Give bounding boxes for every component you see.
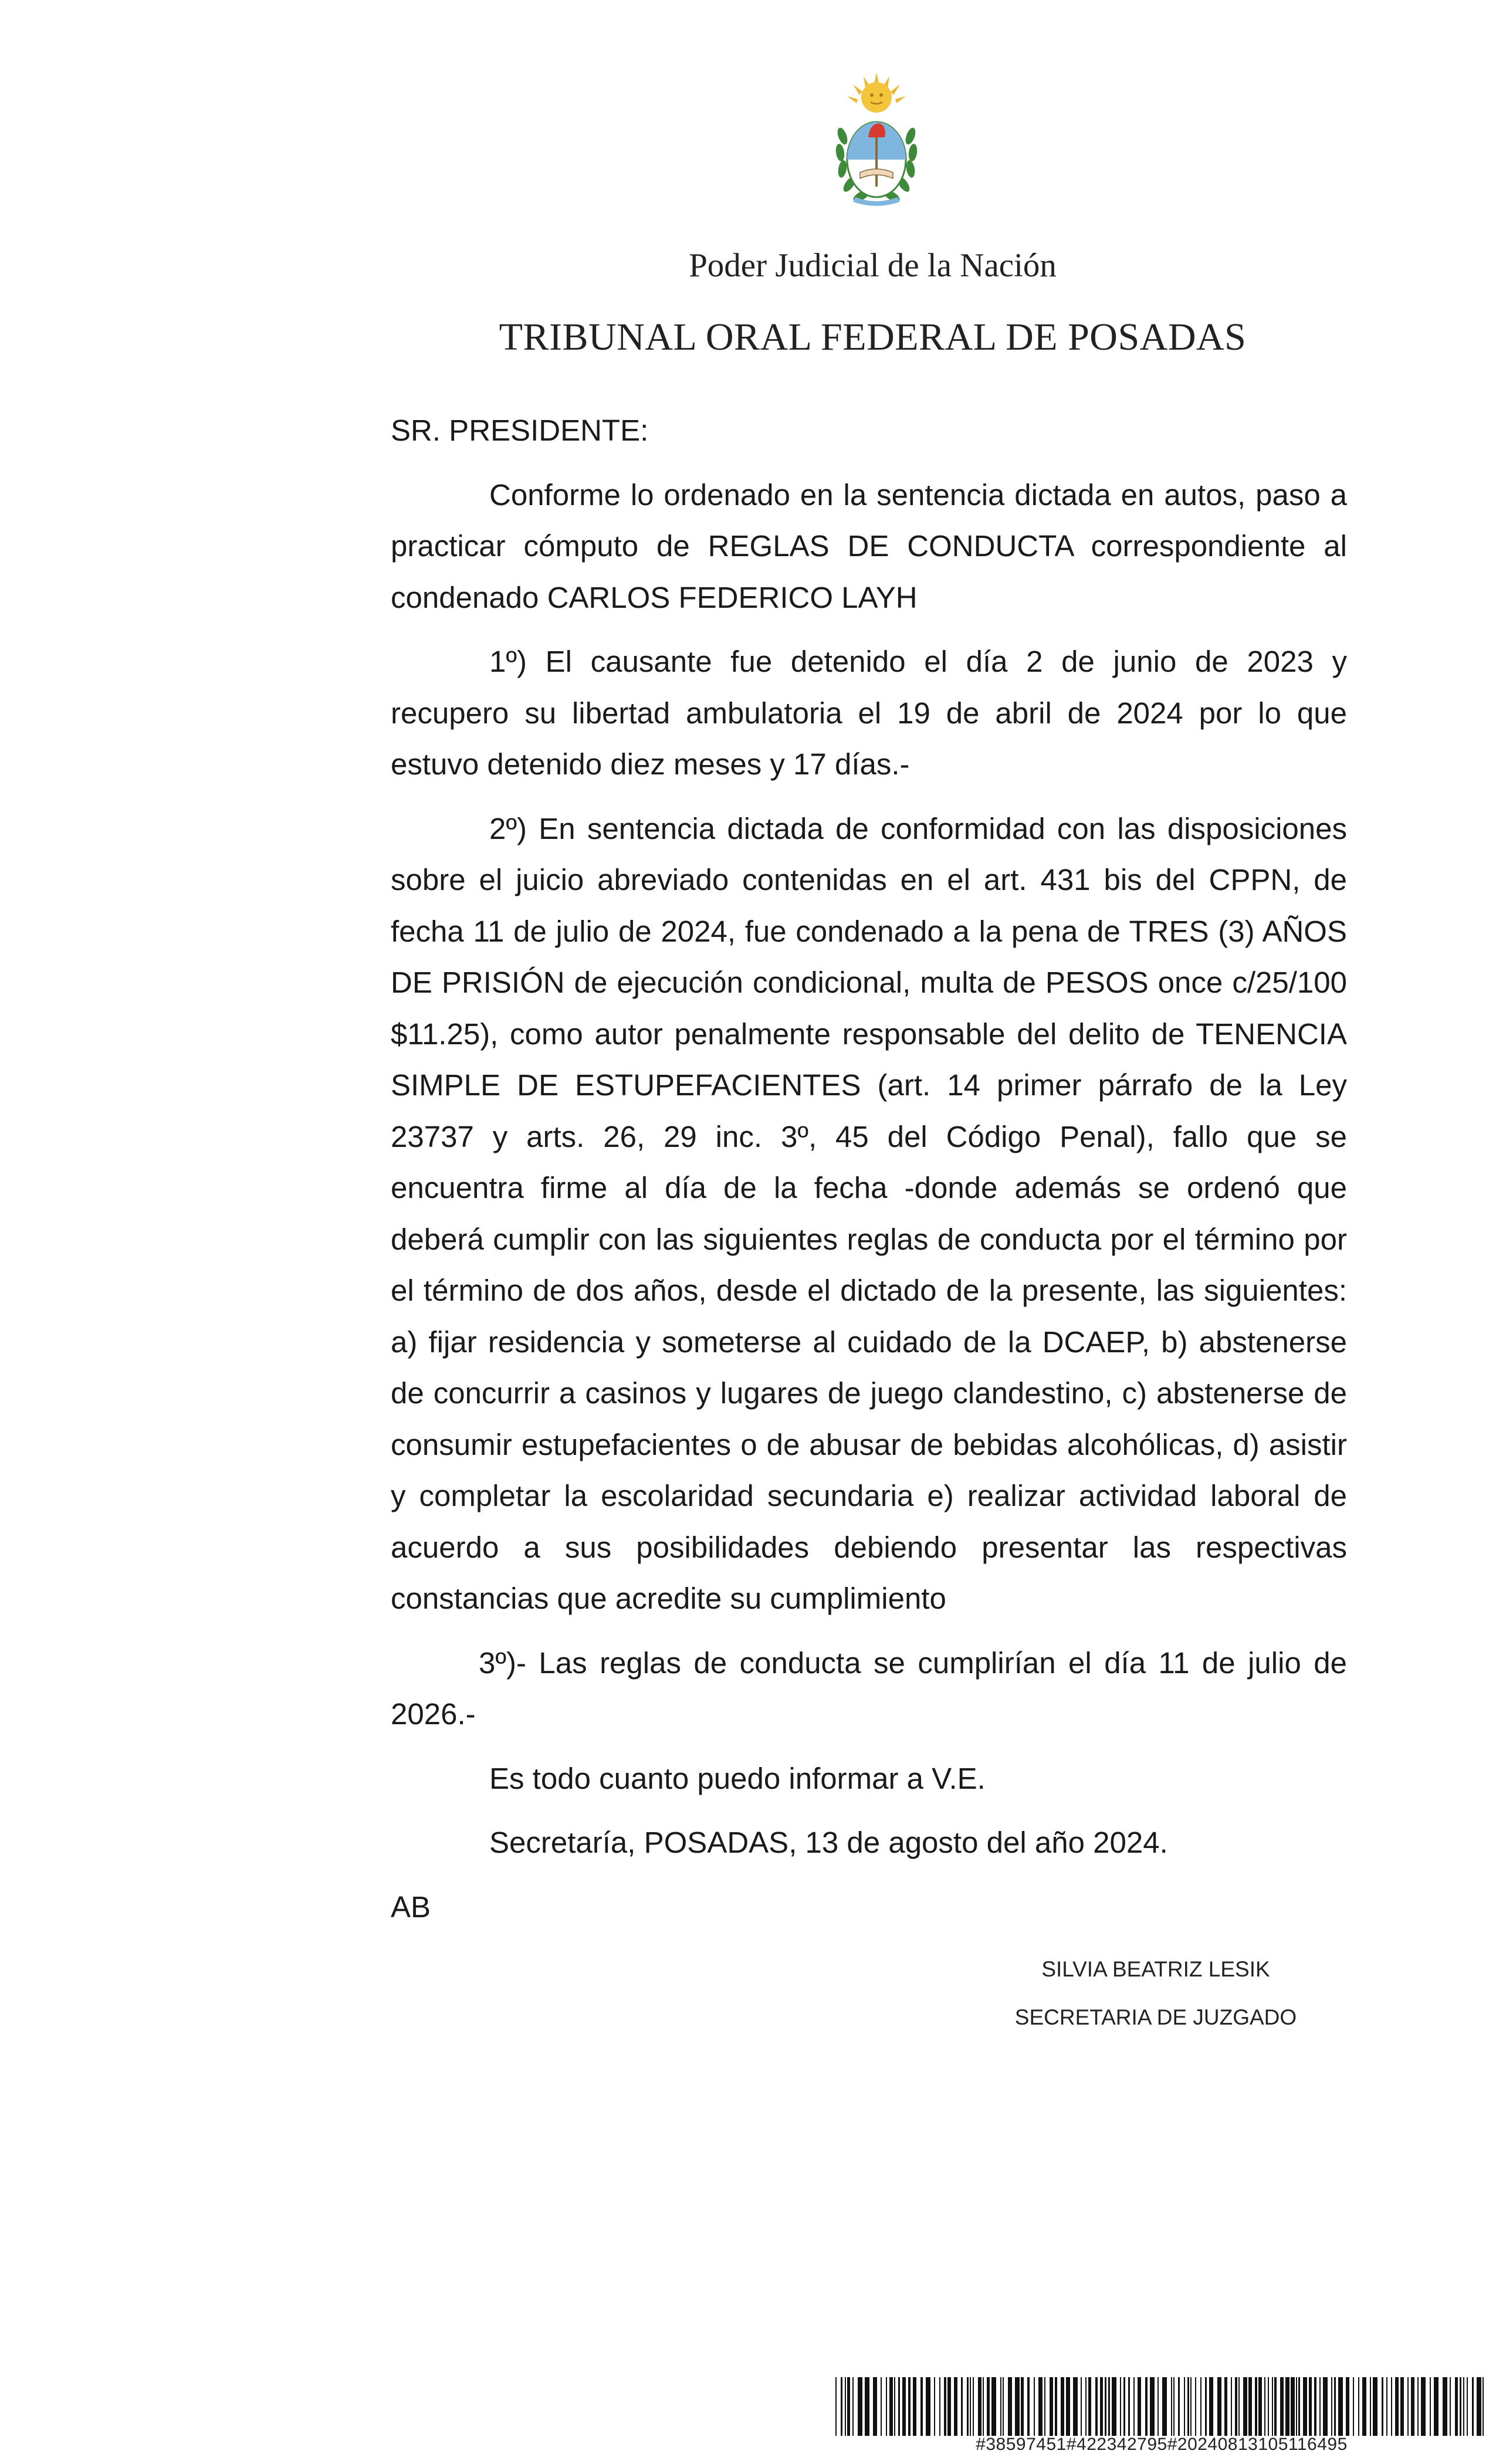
barcode-bar (1085, 2377, 1087, 2436)
barcode-bar (1150, 2377, 1155, 2436)
barcode-bar (1238, 2377, 1240, 2436)
barcode-bar (1358, 2377, 1359, 2436)
barcode-bar (947, 2377, 951, 2436)
paragraph-closing: Es todo cuanto puedo informar a V.E. (489, 1761, 986, 1795)
barcode-bar (1296, 2377, 1297, 2436)
barcode-bar (1178, 2377, 1180, 2436)
barcode-bar (1073, 2377, 1078, 2436)
barcode-bar (1386, 2377, 1387, 2436)
barcode-bar (1472, 2377, 1474, 2436)
barcode-bar (1309, 2377, 1312, 2436)
barcode-bar (1120, 2377, 1121, 2436)
paragraph-intro: Conforme lo ordenado en la sentencia dictada en autos, paso a practicar cómputo de REGLAS DE CONDUCTA correspondiente al condenado CARLOS FEDERICO LAYH (391, 478, 1347, 614)
argentina-national-coat-of-arms-icon (830, 72, 923, 211)
judiciary-name: Poder Judicial de la Nación (689, 247, 1057, 284)
barcode-bar (908, 2377, 911, 2436)
barcode-bar (1173, 2377, 1175, 2436)
barcode-bar (1338, 2377, 1343, 2436)
barcode-bar (1400, 2377, 1404, 2436)
barcode-bar (889, 2377, 893, 2436)
barcode-bar (1460, 2377, 1461, 2436)
barcode-bar (1066, 2377, 1070, 2436)
barcode-bar (1027, 2377, 1030, 2436)
barcode-bar (1195, 2377, 1196, 2436)
barcode-bar (1138, 2377, 1141, 2436)
barcode-bar (1373, 2377, 1377, 2436)
barcode-bar (991, 2377, 996, 2436)
barcode-bar (865, 2377, 869, 2436)
barcode-bar (1190, 2377, 1192, 2436)
barcode-bar (1477, 2377, 1481, 2436)
barcode-bar (1411, 2377, 1414, 2436)
barcode-bar (1128, 2377, 1130, 2436)
barcode-bar (973, 2377, 974, 2436)
barcode-bar (1334, 2377, 1336, 2436)
barcode-bar (1467, 2377, 1468, 2436)
barcode-bar (1303, 2377, 1307, 2436)
barcode-bar (1108, 2377, 1110, 2436)
barcode-bar (1417, 2377, 1419, 2436)
barcode-bar (1157, 2377, 1159, 2436)
barcode-bar (1346, 2377, 1349, 2436)
barcode-bar (1407, 2377, 1409, 2436)
document-body (391, 405, 1347, 1932)
barcode-bar (961, 2377, 963, 2436)
barcode-bar (1421, 2377, 1426, 2436)
barcode-bar (1331, 2377, 1332, 2436)
barcode-bar (858, 2377, 862, 2436)
barcode-bar (1235, 2377, 1237, 2436)
tribunal-name: TRIBUNAL ORAL FEDERAL DE POSADAS (499, 316, 1247, 358)
barcode-bar (967, 2377, 969, 2436)
barcode-bar (1055, 2377, 1057, 2436)
barcode-bar (1038, 2377, 1043, 2436)
paragraph-place-date: Secretaría, POSADAS, 13 de agosto del año 2024. (489, 1826, 1168, 1859)
barcode-bar (898, 2377, 900, 2436)
barcode-bar (1353, 2377, 1354, 2436)
barcode-bar (894, 2377, 895, 2436)
barcode-bar (1243, 2377, 1247, 2436)
barcode-bar (983, 2377, 984, 2436)
barcode-bar (1123, 2377, 1125, 2436)
signatory-role: SECRETARIA DE JUZGADO (1014, 2005, 1297, 2029)
barcode-bar (1395, 2377, 1399, 2436)
barcode-bar (1100, 2377, 1103, 2436)
barcode-bar (1003, 2377, 1004, 2436)
barcode-bar (1050, 2377, 1053, 2436)
barcode-bar (1314, 2377, 1316, 2436)
barcode-bar (1200, 2377, 1201, 2436)
barcode-bar (1391, 2377, 1392, 2436)
barcode-bar (1268, 2377, 1269, 2436)
paragraph-sentence: 2º) En sentencia dictada de conformidad con las disposiciones sobre el juicio abreviado contenidas en el art. 431 bis del CPPN, de fecha 11 de julio de 2024, fue condenado a la pena de TRES (3) AÑOS DE PRISIÓN de ejecución condicional, multa de PESOS once c/25/100 $11.25), como autor penalmente responsable del delito de TENENCIA SIMPLE DE ESTUPEFACIENTES (art. 14 primer párrafo de la Ley 23737 y arts. 26, 29 inc. 3º, 45 del Código Penal), fallo que se encuentra firme al día de la fecha -donde además se ordenó que deberá cumplir con las siguientes reglas de conducta por el término por el término de dos años, desde el dictado de la presente, las siguientes: a) fijar residencia y someterse al cuidado de la DCAEP, b) abstenerse de concurrir a casinos y lugares de juego clandestino, c) abstenerse de consumir estupefacientes o de abusar de bebidas alcohólicas, d) asistir y completar la escolaridad secundaria e) realizar actividad laboral de acuerdo a sus posibilidades debiendo presentar las respectivas constancias que acredite su cumplimiento (391, 811, 1347, 1615)
barcode-bar (954, 2377, 957, 2436)
barcode-icon (833, 2377, 1490, 2436)
barcode-bar (1015, 2377, 1020, 2436)
barcode-bar (1231, 2377, 1232, 2436)
barcode-bar (1217, 2377, 1221, 2436)
salutation: SR. PRESIDENTE: (391, 414, 649, 447)
barcode-bar (1187, 2377, 1189, 2436)
barcode-bar (1171, 2377, 1172, 2436)
barcode-bar (1323, 2377, 1328, 2436)
barcode-bar (1184, 2377, 1185, 2436)
barcode-bar (881, 2377, 882, 2436)
barcode-bar (1319, 2377, 1321, 2436)
barcode-bar (1224, 2377, 1227, 2436)
barcode-bar (1088, 2377, 1091, 2436)
barcode-bar (1248, 2377, 1252, 2436)
barcode-bar (1105, 2377, 1106, 2436)
paragraph-detention: 1º) El causante fue detenido el día 2 de junio de 2023 y recupero su libertad ambulatoria el 19 de abril de 2024 por lo que estuvo detenido diez meses y 17 días.- (391, 645, 1347, 781)
barcode-bar (1255, 2377, 1257, 2436)
barcode-bar (1272, 2377, 1273, 2436)
barcode-bar (987, 2377, 990, 2436)
barcode-bar (1081, 2377, 1082, 2436)
signatory-name: SILVIA BEATRIZ LESIK (1041, 1957, 1270, 1981)
barcode-bar (1274, 2377, 1277, 2436)
barcode-bar (852, 2377, 854, 2436)
barcode-bar (1455, 2377, 1458, 2436)
barcode-bar (1434, 2377, 1439, 2436)
barcode-bar (1430, 2377, 1431, 2436)
barcode-bar (886, 2377, 887, 2436)
barcode-bar (847, 2377, 850, 2436)
barcode-bar (1061, 2377, 1064, 2436)
barcode-bar (913, 2377, 916, 2436)
initials: AB (391, 1890, 431, 1924)
barcode-bar (934, 2377, 935, 2436)
barcode-bar (944, 2377, 946, 2436)
barcode-number: #38597451#422342795#20240813105116495 (976, 2435, 1348, 2454)
barcode-bar (970, 2377, 971, 2436)
barcode-bar (902, 2377, 906, 2436)
barcode-bar (1450, 2377, 1451, 2436)
barcode-bar (1205, 2377, 1207, 2436)
barcode-bar (1000, 2377, 1001, 2436)
barcode-bar (1112, 2377, 1116, 2436)
barcode-bar (1370, 2377, 1371, 2436)
barcode-bar (841, 2377, 842, 2436)
barcode-bar (1133, 2377, 1135, 2436)
barcode-bar (1382, 2377, 1383, 2436)
barcode-bar (1280, 2377, 1284, 2436)
barcode-bar (926, 2377, 930, 2436)
barcode-bar (1209, 2377, 1213, 2436)
barcode-bar (873, 2377, 877, 2436)
barcode-bar (939, 2377, 940, 2436)
paragraph-completion-date: 3º)- Las reglas de conducta se cumplirían el día 11 de julio de 2026.- (391, 1646, 1347, 1731)
barcode-bar (1264, 2377, 1265, 2436)
barcode-bar (1008, 2377, 1012, 2436)
barcode-bar (1291, 2377, 1295, 2436)
barcode-bar (920, 2377, 923, 2436)
barcode-bar (1021, 2377, 1024, 2436)
barcode-bar (1095, 2377, 1098, 2436)
barcode-bar (1362, 2377, 1366, 2436)
barcode-bar (1463, 2377, 1464, 2436)
barcode-bar (1443, 2377, 1447, 2436)
barcode-bar (1285, 2377, 1289, 2436)
barcode-bar (845, 2377, 846, 2436)
barcode-bar (835, 2377, 837, 2436)
barcode-bar (1145, 2377, 1148, 2436)
barcode-bar (978, 2377, 981, 2436)
barcode-bar (1044, 2377, 1045, 2436)
barcode-bar (1034, 2377, 1035, 2436)
barcode-bar (1162, 2377, 1167, 2436)
barcode-bar (1483, 2377, 1484, 2436)
barcode-bar (1258, 2377, 1262, 2436)
barcode-bar (1298, 2377, 1300, 2436)
